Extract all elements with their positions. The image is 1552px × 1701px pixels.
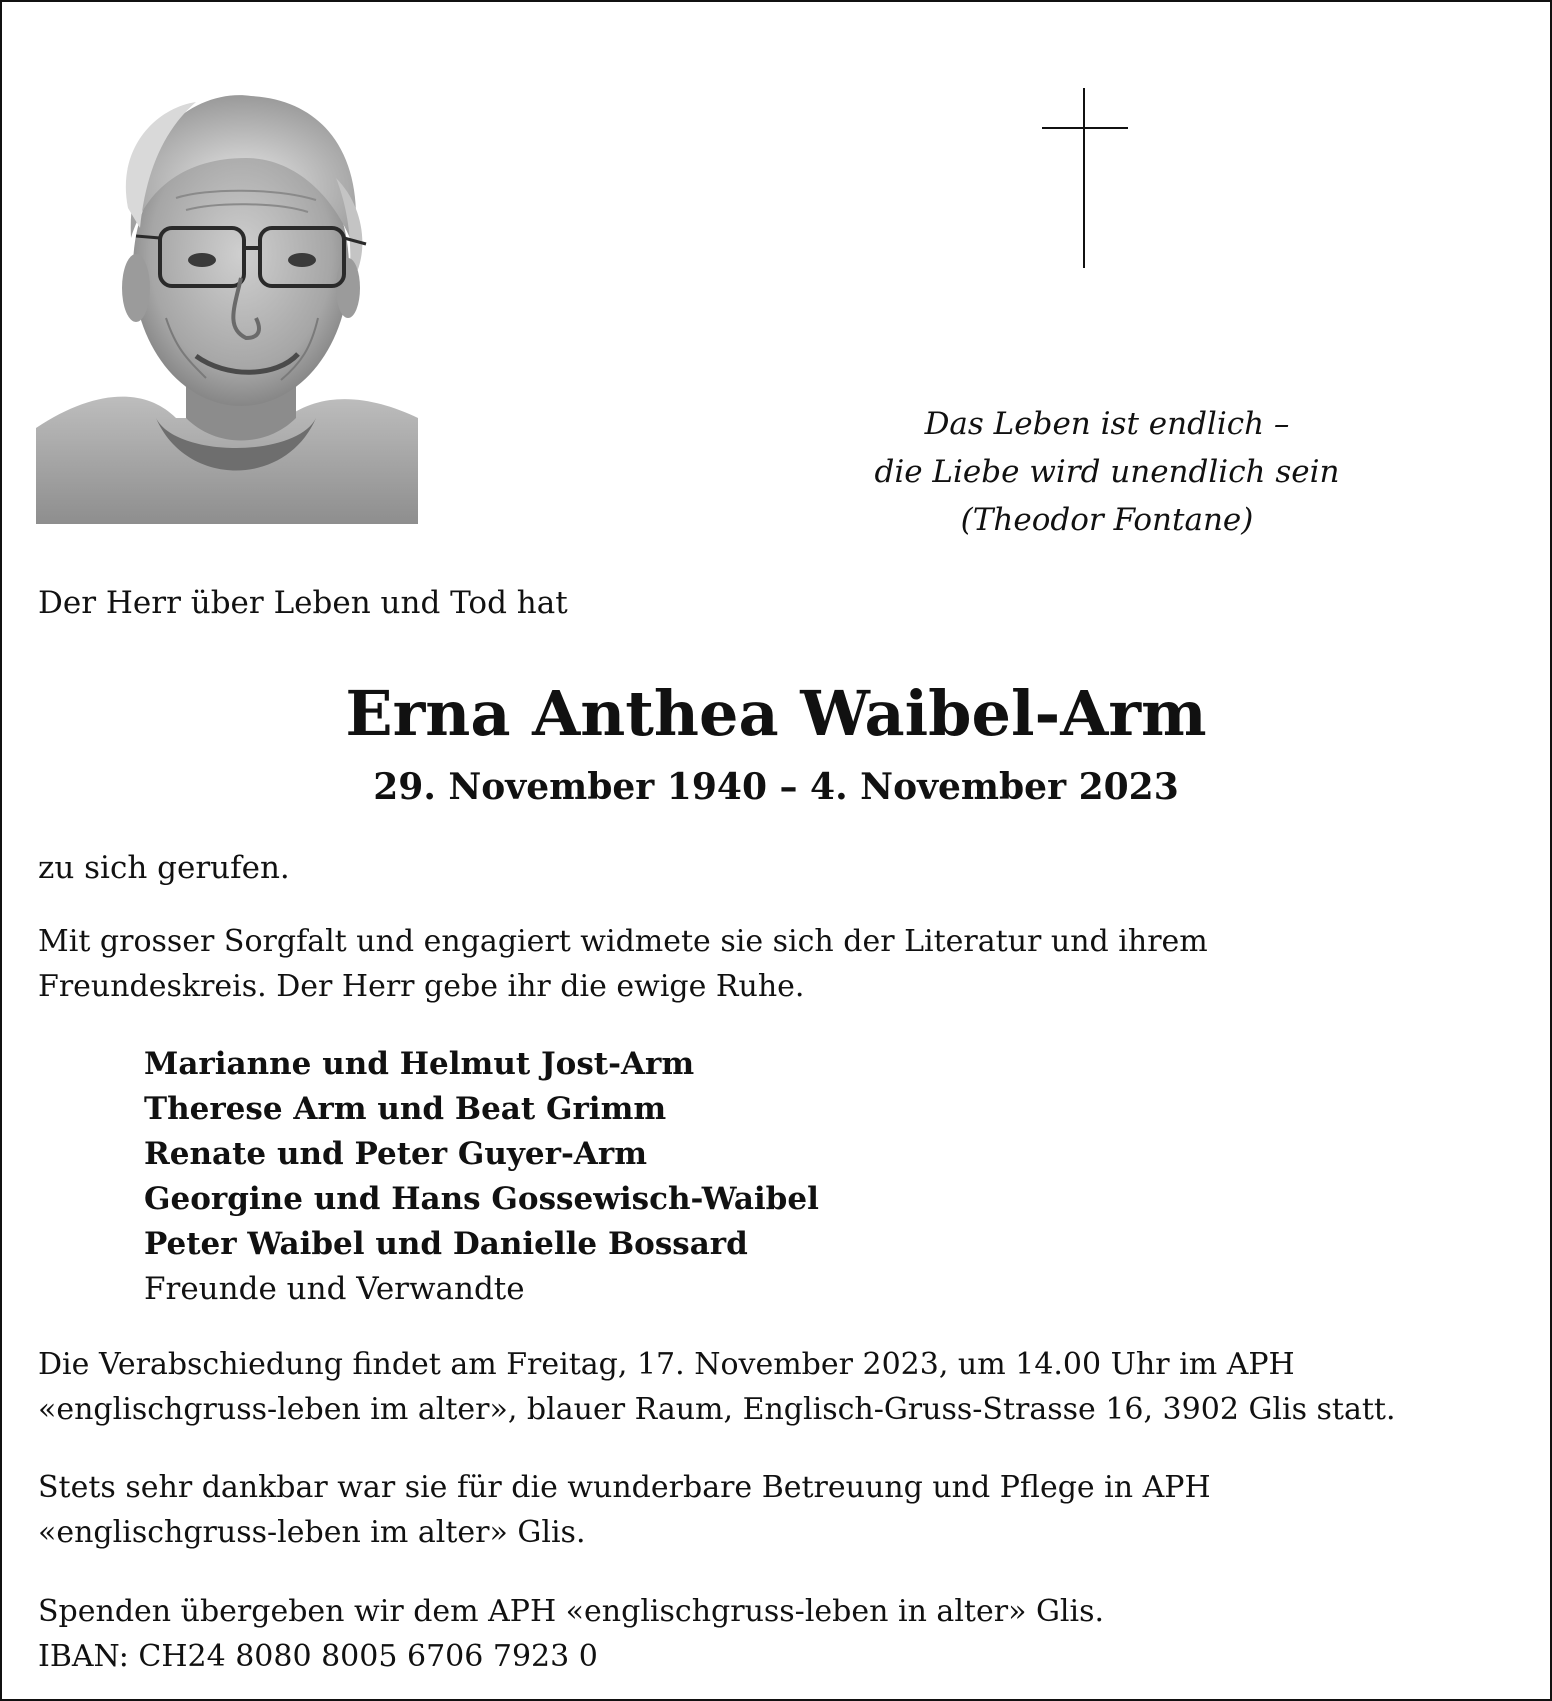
quote-author: (Theodor Fontane): [960, 502, 1254, 538]
mourner-name: Renate und Peter Guyer-Arm: [144, 1136, 647, 1172]
donations-paragraph: [38, 1589, 1104, 1679]
deceased-name: Erna Anthea Waibel-Arm: [345, 677, 1207, 750]
mourner-name: Marianne und Helmut Jost-Arm: [144, 1046, 695, 1082]
mourners-list: [144, 1042, 819, 1312]
life-dates: 29. November 1940 – 4. November 2023: [373, 766, 1179, 808]
intro-text: Der Herr über Leben und Tod hat: [38, 585, 568, 621]
quote: [822, 400, 1392, 544]
paragraph-line: Mit grosser Sorgfalt und engagiert widmete sie sich der Literatur und ihrem: [38, 924, 1208, 959]
paragraph-line: Freundeskreis. Der Herr gebe ihr die ewige Ruhe.: [38, 969, 805, 1004]
mourner-name: Georgine und Hans Gossewisch-Waibel: [144, 1181, 819, 1217]
paragraph-line: Stets sehr dankbar war sie für die wunderbare Betreuung und Pflege in APH: [38, 1470, 1211, 1505]
quote-line: die Liebe wird unendlich sein: [874, 454, 1340, 490]
mourner-name: Peter Waibel und Danielle Bossard: [144, 1226, 748, 1262]
paragraph-line: Spenden übergeben wir dem APH «englischgruss-leben in alter» Glis.: [38, 1594, 1105, 1629]
mourner-name: Therese Arm und Beat Grimm: [144, 1091, 667, 1127]
cross-icon: [1042, 88, 1130, 268]
thanks-paragraph: [38, 1465, 1211, 1555]
paragraph-line: «englischgruss-leben im alter», blauer Raum, Englisch-Gruss-Strasse 16, 3902 Glis statt.: [38, 1392, 1396, 1427]
tribute-paragraph: [38, 919, 1208, 1009]
paragraph-line: «englischgruss-leben im alter» Glis.: [38, 1515, 586, 1550]
paragraph-line: Die Verabschiedung findet am Freitag, 17. November 2023, um 14.00 Uhr im APH: [38, 1347, 1295, 1382]
portrait-photo: [36, 88, 418, 524]
iban-line: IBAN: CH24 8080 8005 6706 7923 0: [38, 1639, 598, 1674]
farewell-paragraph: [38, 1342, 1396, 1432]
mourner-friends: Freunde und Verwandte: [144, 1271, 525, 1307]
called-text: zu sich gerufen.: [38, 850, 290, 886]
quote-line: Das Leben ist endlich –: [924, 406, 1290, 442]
